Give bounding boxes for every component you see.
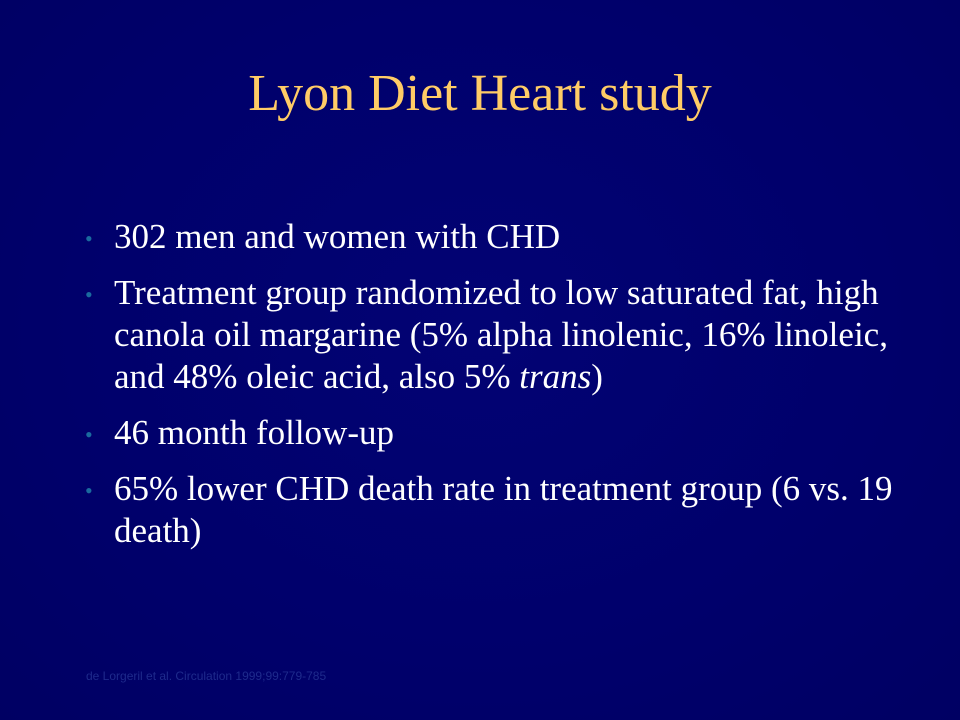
bullet-item	[80, 272, 900, 398]
bullet-icon: •	[85, 478, 93, 503]
citation: de Lorgeril et al. Circulation 1999;99:779-785	[86, 669, 327, 683]
bullet-item	[80, 468, 900, 552]
bullet-text: 46 month follow-up	[114, 413, 394, 452]
slide-title: Lyon Diet Heart study	[248, 65, 712, 122]
bullet-icon: •	[85, 422, 93, 447]
bullet-text-part: )	[591, 357, 603, 396]
bullet-text-part: Treatment group randomized to low saturated fat, high canola oil margarine (5% alpha linolenic, 16% linoleic, and 48% oleic acid, also 5%	[114, 273, 888, 396]
bullet-text-italic: trans	[519, 357, 592, 396]
bullet-text	[114, 273, 888, 396]
bullet-item	[80, 216, 900, 258]
bullet-icon: •	[85, 282, 93, 307]
bullet-text: 65% lower CHD death rate in treatment group (6 vs. 19 death)	[114, 469, 893, 550]
bullet-item	[80, 412, 900, 454]
bullet-list	[80, 216, 900, 566]
bullet-text: 302 men and women with CHD	[114, 217, 561, 256]
bullet-icon: •	[85, 226, 93, 251]
